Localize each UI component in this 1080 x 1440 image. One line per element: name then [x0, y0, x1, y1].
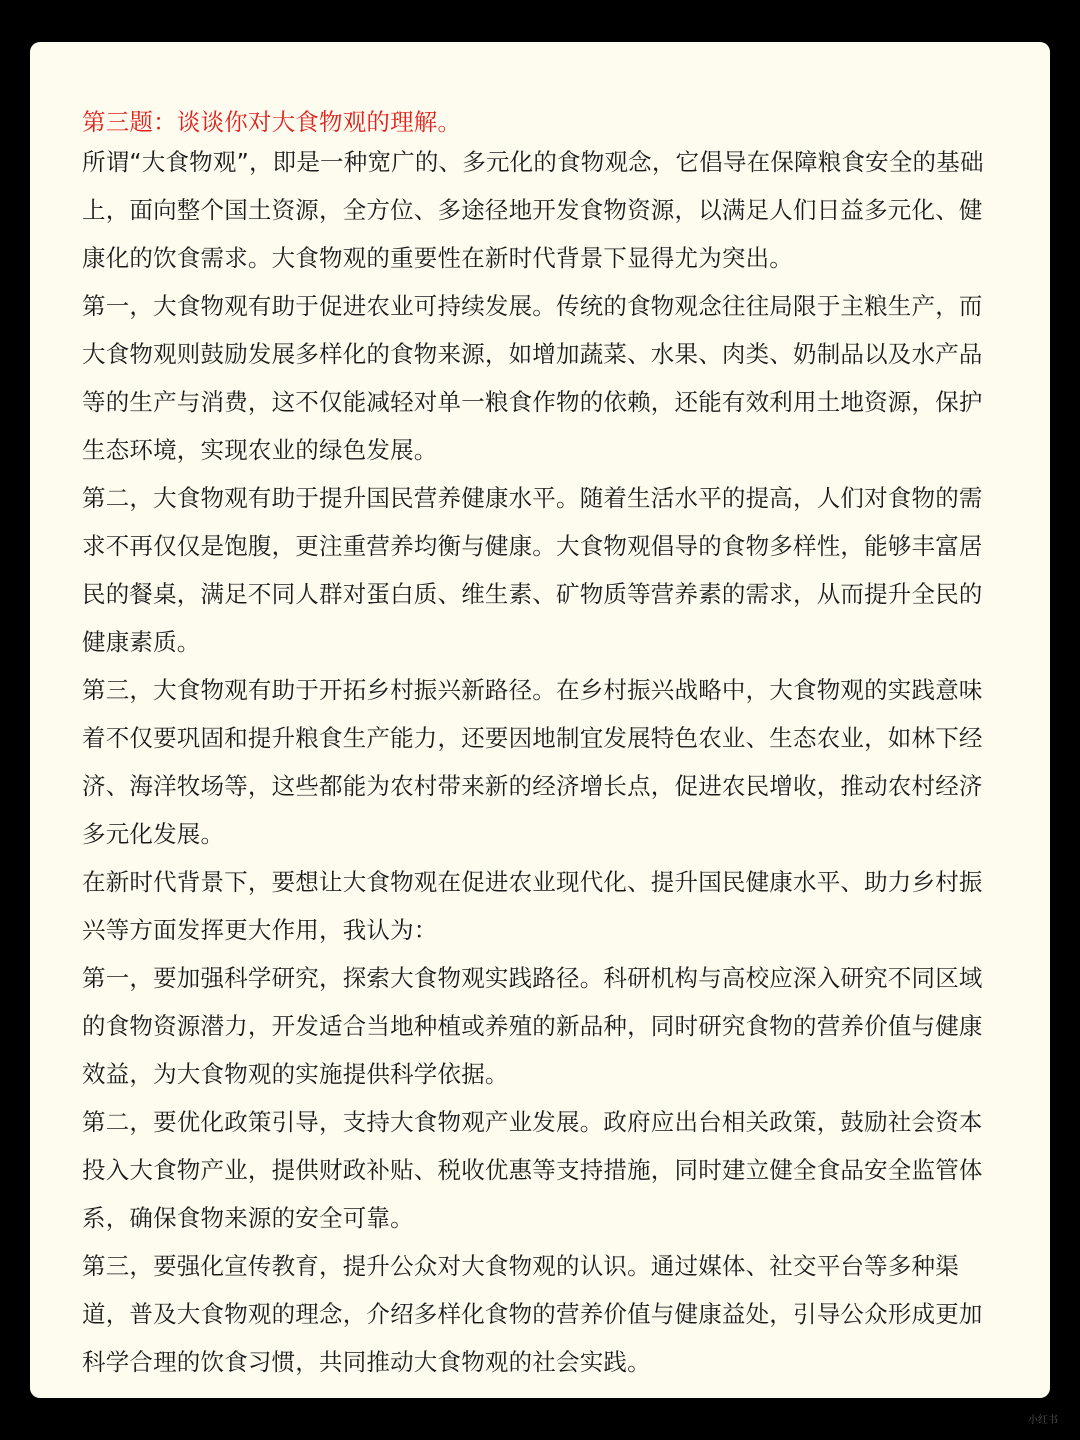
paragraph-point-3: 第三，大食物观有助于开拓乡村振兴新路径。在乡村振兴战略中，大食物观的实践意味着不仅要巩固和提升粮食生产能力，还要因地制宜发展特色农业、生态农业，如林下经济、海洋牧场等，这些都能为农村带来新的经济增长点，促进农民增收，推动农村经济多元化发展。 — [82, 676, 983, 848]
paragraph-point-1: 第一，大食物观有助于促进农业可持续发展。传统的食物观念往往局限于主粮生产，而大食物观则鼓励发展多样化的食物来源，如增加蔬菜、水果、肉类、奶制品以及水产品等的生产与消费，这不仅能减轻对单一粮食作物的依赖，还能有效利用土地资源，保护生态环境，实现农业的绿色发展。 — [82, 292, 983, 464]
document-card — [30, 42, 1050, 1398]
paragraph-transition: 在新时代背景下，要想让大食物观在促进农业现代化、提升国民健康水平、助力乡村振兴等方面发挥更大作用，我认为： — [82, 868, 983, 944]
paragraph-measure-1: 第一，要加强科学研究，探索大食物观实践路径。科研机构与高校应深入研究不同区域的食物资源潜力，开发适合当地种植或养殖的新品种，同时研究食物的营养价值与健康效益，为大食物观的实施提供科学依据。 — [82, 964, 983, 1088]
paragraph-measure-3: 第三，要强化宣传教育，提升公众对大食物观的认识。通过媒体、社交平台等多种渠道，普及大食物观的理念，介绍多样化食物的营养价值与健康益处，引导公众形成更加科学合理的饮食习惯，共同推动大食物观的社会实践。 — [82, 1252, 983, 1376]
watermark-logo: 小红书 — [1028, 1415, 1058, 1426]
document-body — [82, 108, 998, 1386]
paragraph-definition: 所谓“大食物观”，即是一种宽广的、多元化的食物观念，它倡导在保障粮食安全的基础上，面向整个国土资源，全方位、多途径地开发食物资源，以满足人们日益多元化、健康化的饮食需求。大食物观的重要性在新时代背景下显得尤为突出。 — [82, 148, 984, 272]
paragraph-measure-2: 第二，要优化政策引导，支持大食物观产业发展。政府应出台相关政策，鼓励社会资本投入大食物产业，提供财政补贴、税收优惠等支持措施，同时建立健全食品安全监管体系，确保食物来源的安全可靠。 — [82, 1108, 983, 1232]
question-title: 第三题：谈谈你对大食物观的理解。 — [82, 108, 462, 136]
paragraph-point-2: 第二，大食物观有助于提升国民营养健康水平。随着生活水平的提高，人们对食物的需求不再仅仅是饱腹，更注重营养均衡与健康。大食物观倡导的食物多样性，能够丰富居民的餐桌，满足不同人群对蛋白质、维生素、矿物质等营养素的需求，从而提升全民的健康素质。 — [82, 484, 983, 656]
